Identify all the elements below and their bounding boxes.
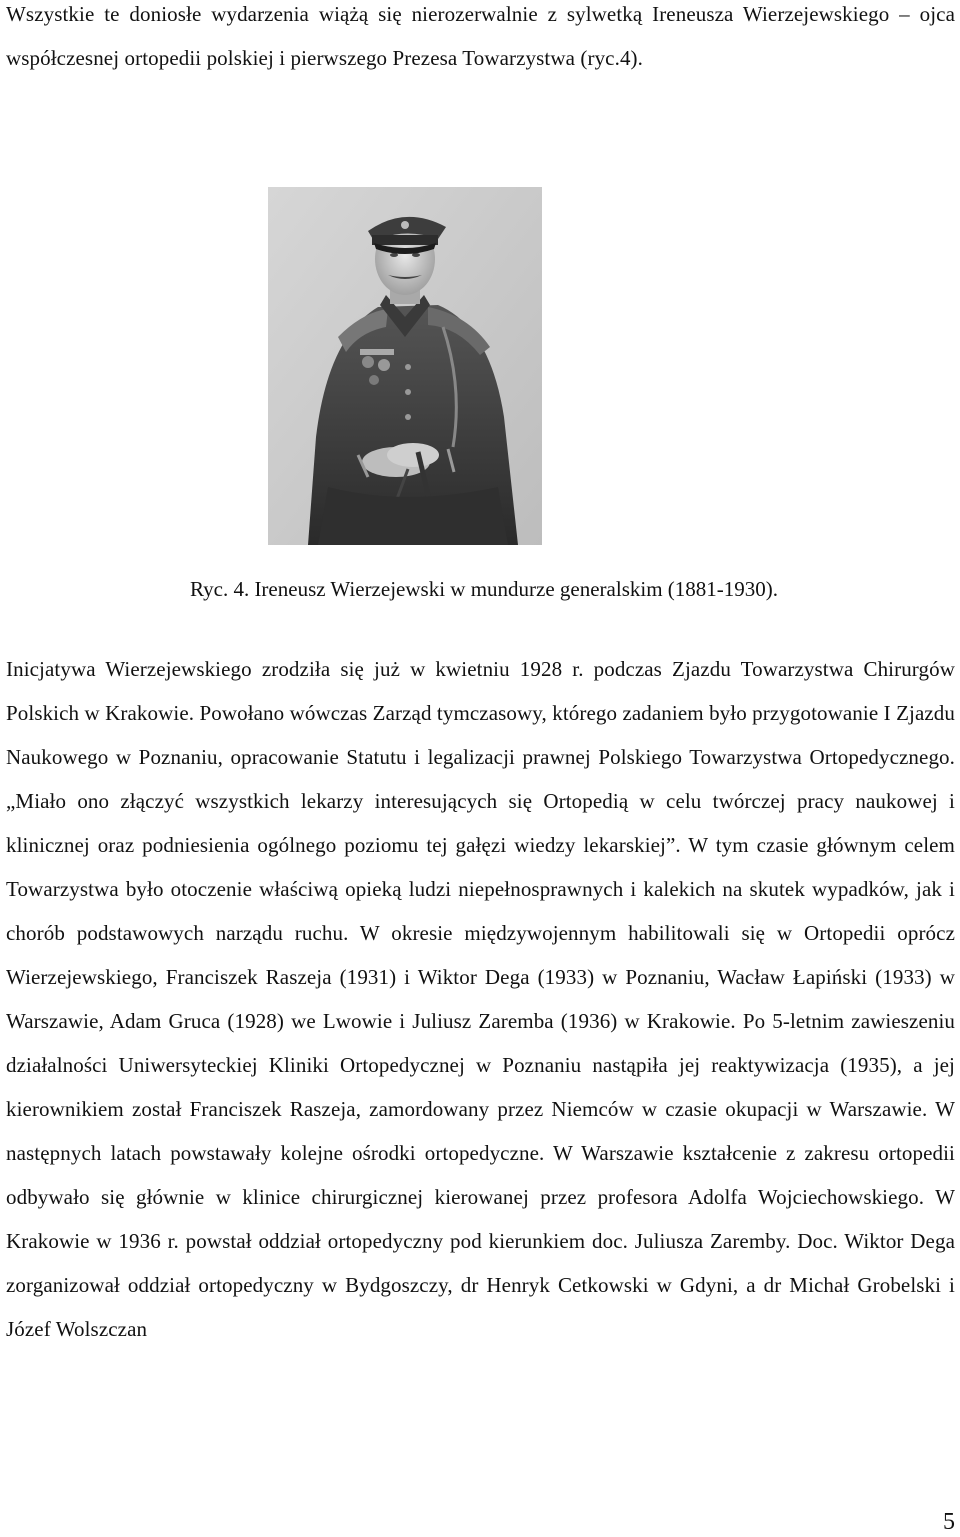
figure-caption: Ryc. 4. Ireneusz Wierzejewski w mundurze generalskim (1881-1930). (189, 577, 779, 601)
portrait-illustration (268, 187, 542, 545)
main-paragraph: Inicjatywa Wierzejewskiego zrodziła się już w kwietniu 1928 r. podczas Zjazdu Towarzystwa Chirurgów Polskich w Krakowie. Powołano wówczas Zarząd tymczasowy, którego zadaniem było przygotowanie I Zjazdu Naukowego w Poznaniu, opracowanie Statutu i legalizacji prawnej Polskiego Towarzystwa Ortopedycznego. „Miało ono złączyć wszystkich lekarzy interesujących się Ortopedią w celu twórczej pracy naukowej i klinicznej oraz podniesienia ogólnego poziomu tej gałęzi wiedzy lekarskiej”. W tym czasie głównym celem Towarzystwa było otoczenie właściwą opieką ludzi niepełnosprawnych i kalekich na skutek wypadków, jak i chorób podstawowych narządu ruchu. W okresie międzywojennym habilitowali się w Ortopedii oprócz Wierzejewskiego, Franciszek Raszeja (1931) i Wiktor Dega (1933) w Poznaniu, Wacław Łapiński (1933) w Warszawie, Adam Gruca (1928) we Lwowie i Juliusz Zaremba (1936) w Krakowie. Po 5-letnim zawieszeniu działalności Uniwersyteckiej Kliniki Ortopedycznej w Poznaniu nastąpiła jej reaktywizacja (1935), a jej kierownikiem został Franciszek Raszeja, zamordowany przez Niemców w czasie okupacji w Warszawie. W następnych latach powstawały kolejne ośrodki ortopedyczne. W Warszawie kształcenie z zakresu ortopedii odbywało się głównie w klinice chirurgicznej kierowanej przez profesora Adolfa Wojciechowskiego. W Krakowie w 1936 r. powstał oddział ortopedyczny pod kierunkiem doc. Juliusza Zaremby. Doc. Wiktor Dega zorganizował oddział ortopedyczny w Bydgoszczy, dr Henryk Cetkowski w Gdyni, a dr Michał Grobelski i Józef Wolszczan (6, 657, 955, 1341)
page-number: 5 (943, 1509, 955, 1535)
portrait-photo (268, 187, 542, 545)
intro-paragraph: Wszystkie te doniosłe wydarzenia wiążą się nierozerwalnie z sylwetką Ireneusza Wierzejewskiego – ojca współczesnej ortopedii polskiej i pierwszego Prezesa Towarzystwa (ryc.4). (6, 2, 955, 70)
